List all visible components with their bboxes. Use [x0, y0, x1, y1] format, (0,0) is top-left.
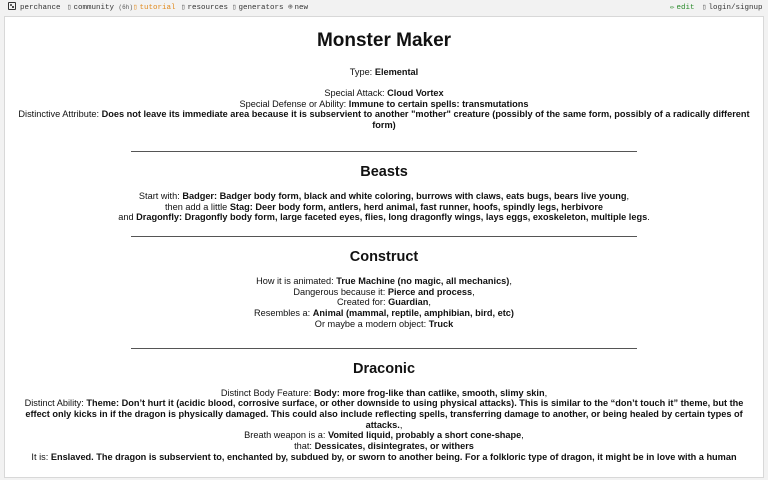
- page-title: Monster Maker: [316, 30, 452, 51]
- pencil-icon: ✏: [670, 4, 675, 12]
- construct-modern-label: Or maybe a modern object:: [314, 318, 427, 329]
- type-value: Elemental: [374, 66, 419, 77]
- user-icon: ▯: [702, 4, 707, 12]
- nav-generators-label: generators: [238, 4, 284, 12]
- draconic-ability-value: Theme: Don’t hurt it (acidic blood, corrosive surface, or other downside to using physical attacks). This is similar to the “don’t touch it” theme, but the: [86, 398, 744, 409]
- login-label: login/signup: [708, 4, 763, 12]
- construct-dangerous-label: Dangerous because it:: [293, 286, 386, 297]
- distinctive-label: Distinctive Attribute:: [18, 109, 100, 120]
- distinctive-value-cont: form): [372, 120, 396, 131]
- beast-add-line: [5, 202, 763, 213]
- beasts-heading: Beasts: [360, 163, 408, 180]
- construct-created-line: Created for: Guardian,: [337, 297, 431, 308]
- beast-add-label: then add a little: [164, 201, 228, 212]
- draconic-it-is-label: It is:: [31, 451, 49, 462]
- type-label: Type:: [349, 66, 373, 77]
- edit-label: edit: [676, 4, 695, 12]
- construct-modern-line: [5, 319, 763, 330]
- beast-start-label: Start with:: [138, 190, 180, 201]
- nav-generators-link[interactable]: [232, 0, 284, 16]
- draconic-breath-label: Breath weapon is a:: [244, 430, 326, 441]
- beast-and-line: and Dragonfly: Dragonfly body form, large faceted eyes, flies, long dragonfly wings, lays eggs, exoskeleton, multiple legs.: [118, 212, 650, 223]
- beast-and-value: Dragonfly: Dragonfly body form, large faceted eyes, flies, long dragonfly wings, lays eggs, exoskeleton, multiple legs: [136, 212, 648, 223]
- special-defense-label: Special Defense or Ability:: [239, 98, 347, 109]
- construct-resembles-value: Animal (mammal, reptile, amphibian, bird, etc): [312, 308, 514, 319]
- draconic-ability-value-cont: effect only kicks in if the dragon is physically damaged. This could also include reflecting spells, transferring damage to another, or being healed by certain types of: [25, 408, 743, 419]
- draconic-ability-label: Distinct Ability:: [24, 398, 84, 409]
- draconic-breath-value: Vomited liquid, probably a short cone-shape: [327, 430, 522, 441]
- construct-created-label: Created for:: [337, 297, 386, 308]
- draconic-body-value: Body: more frog-like than catlike, smooth, slimy skin: [313, 387, 545, 398]
- beast-add-value: Stag: Deer body form, antlers, herd animal, fast runner, hoofs, spindly legs, herbivore: [229, 201, 604, 212]
- draconic-breath-line: Breath weapon is a: Vomited liquid, probably a short cone-shape,: [244, 430, 524, 441]
- type-line: [5, 67, 763, 78]
- draconic-body-line: Distinct Body Feature: Body: more frog-like than catlike, smooth, slimy skin,: [220, 387, 548, 398]
- beast-and-label: and: [118, 212, 134, 223]
- distinctive-value: Does not leave its immediate area because it is subservient to another "mother" creature (possibly of the same form, possibly of a radically different: [101, 109, 750, 120]
- special-attack-line: [5, 88, 763, 99]
- community-icon: ▯: [67, 4, 72, 12]
- plus-circle-icon: ⊕: [288, 4, 293, 12]
- beast-start-value: Badger: Badger body form, black and white coloring, burrows with claws, eats bugs, bears live young: [182, 190, 627, 201]
- nav-resources-link[interactable]: [181, 0, 228, 16]
- beast-start-line: Start with: Badger: Badger body form, black and white coloring, burrows with claws, eats bugs, bears live young,: [138, 190, 630, 201]
- special-attack-label: Special Attack:: [324, 88, 385, 99]
- nav-new-label: new: [294, 4, 309, 12]
- construct-animated-value: True Machine (no magic, all mechanics): [336, 276, 510, 286]
- construct-resembles-label: Resembles a:: [254, 308, 311, 319]
- nav-community-label: community: [73, 4, 115, 12]
- generators-icon: ▯: [232, 4, 237, 12]
- construct-modern-value: Truck: [428, 318, 454, 329]
- nav-home-link[interactable]: [8, 0, 61, 16]
- construct-resembles-line: [5, 308, 763, 319]
- nav-resources-label: resources: [187, 4, 229, 12]
- draconic-that-line: [5, 441, 763, 452]
- nav-tutorial-link[interactable]: [133, 0, 176, 16]
- tutorial-icon: ▯: [133, 4, 138, 12]
- nav-new-link[interactable]: [288, 0, 308, 16]
- draconic-ability-line: [5, 398, 763, 409]
- generator-output-panel: [4, 16, 764, 478]
- generator-output: Monster Maker Type: Elemental Special Attack: Cloud Vortex Special Defense or Ability: Immune to certain spells: transmutations Distinctive Attribute: Does not leave its immediate area because it is subservient to another "mother" creature (possibly of the same form, possibly of a radically different form) Beasts Start with: Badger: Badger body form, black and white coloring, burrows with claws, eats bugs, bears live young, then add a little Stag: Deer body form, antlers, herd animal, fast runner, hoofs, spindly legs, herbivore and Dragonfly: Dragonfly body form, large faceted eyes, flies, long dragonfly wings, lays eggs, exoskeleton, multiple legs. Construct How it is animated: True Machine (no magic, all mechanics), Dangerous because it: Pierce and process, Created for: Guardian, Resembles a: Animal (mammal, reptile, amphibian, bird, etc) Or maybe a modern object: Truck Draconic Distinct Body Feature: Body: more frog-like than catlike, smooth, slimy skin, Distinct Ability: Theme: Don’t hurt it (acidic blood, corrosive surface, or other downside to using physical attacks). This is similar to the “don’t touch it” theme, but the effect only kicks in if the dragon is physically damaged. This could also include reflecting spells, transferring damage to another, or being healed by certain types of attacks., Breath weapon is a: Vomited liquid, probably a short cone-shape, that: Dessicates, disintegrates, or withers It is: Enslaved. The dragon is subservient to, enchanted by, subdued by, or sworn to another being. For a folkloric type of dragon, it might be in love with a human: [5, 17, 763, 462]
- construct-animated-line: How it is animated: True Machine (no magic, all mechanics),: [256, 276, 512, 286]
- edit-link[interactable]: [670, 0, 695, 16]
- draconic-ability-value-end: attacks.: [365, 419, 400, 430]
- construct-dangerous-line: Dangerous because it: Pierce and process,: [293, 286, 475, 297]
- draconic-heading: Draconic: [352, 360, 416, 377]
- special-attack-value: Cloud Vortex: [387, 88, 444, 99]
- draconic-it-is-line: [5, 452, 763, 463]
- special-defense-value: Immune to certain spells: transmutations: [348, 98, 529, 109]
- draconic-it-is-value: Enslaved. The dragon is subservient to, enchanted by, subdued by, or sworn to another being. For a folkloric type of dragon, it might be in love with a human: [50, 451, 737, 462]
- dice-logo-icon: [8, 2, 16, 10]
- resources-icon: ▯: [181, 4, 186, 12]
- top-nav-bar: [0, 0, 768, 16]
- construct-created-value: Guardian: [388, 297, 429, 308]
- distinctive-attribute-line: [5, 109, 763, 120]
- draconic-body-label: Distinct Body Feature:: [220, 387, 312, 398]
- nav-community-link[interactable]: [67, 0, 133, 16]
- login-link[interactable]: [702, 0, 763, 16]
- nav-site-label: perchance: [20, 4, 61, 12]
- construct-dangerous-value: Pierce and process: [387, 286, 473, 297]
- draconic-that-value: Dessicates, disintegrates, or withers: [314, 441, 474, 452]
- draconic-that-label: that:: [294, 441, 312, 452]
- construct-animated-label: How it is animated:: [256, 276, 334, 286]
- nav-tutorial-label: tutorial: [139, 4, 176, 12]
- community-count-badge: (6h): [118, 4, 133, 11]
- special-defense-line: [5, 99, 763, 110]
- construct-heading: Construct: [349, 249, 419, 265]
